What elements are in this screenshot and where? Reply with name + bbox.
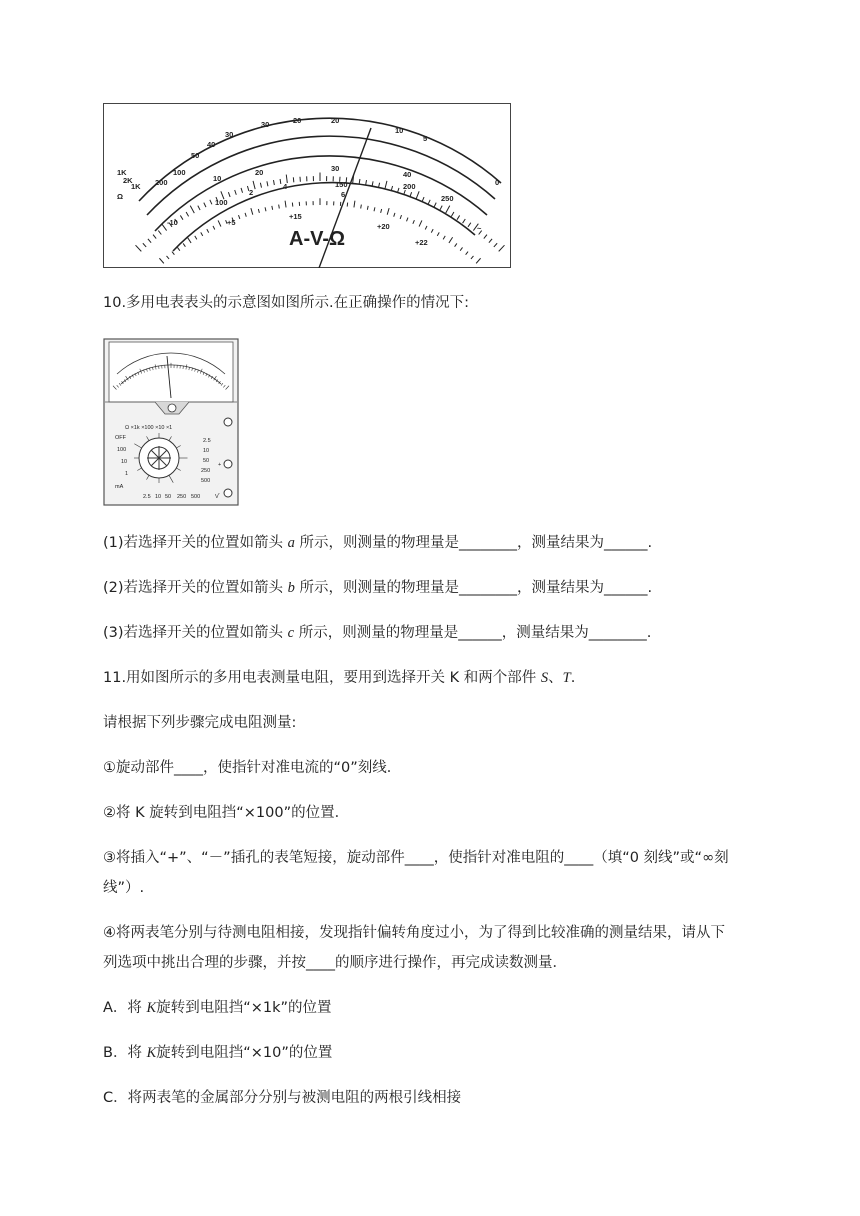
meter-dial-drawing bbox=[103, 103, 511, 268]
q11-step4-line2: 列选项中挑出合理的步骤，并按____的顺序进行操作，再完成读数测量． bbox=[103, 955, 567, 971]
ohm-tick-label: 30 bbox=[225, 130, 234, 139]
switch-label: 100 bbox=[117, 447, 127, 453]
q11-step2: ②将 K 旋转到电阻挡“×100”的位置． bbox=[103, 805, 350, 821]
scale-tick bbox=[361, 205, 362, 209]
ac-tick-label: 4 bbox=[283, 182, 288, 191]
switch-label: 1 bbox=[125, 471, 129, 477]
arrow-c-var: c bbox=[287, 625, 295, 641]
mid-tick-label: 20 bbox=[255, 168, 264, 177]
side-mark: Ω bbox=[117, 192, 124, 201]
zero-adjust-screw[interactable] bbox=[168, 404, 176, 412]
switch-label: V bbox=[215, 494, 219, 500]
switch-label: 2.5 bbox=[143, 494, 151, 500]
dial-label: A-V-Ω bbox=[289, 228, 346, 250]
mid-tick-label: 40 bbox=[403, 170, 412, 179]
q11-prompt: 请根据下列步骤完成电阻测量: bbox=[103, 715, 297, 731]
side-mark: ~ bbox=[477, 224, 482, 233]
scale-tick bbox=[279, 205, 280, 209]
ohm-tick-label: 10 bbox=[395, 126, 404, 135]
switch-label: 250 bbox=[201, 468, 211, 474]
dc-tick-label: 250 bbox=[441, 194, 454, 203]
ohm-tick-label: 40 bbox=[207, 140, 216, 149]
switch-k-var: K bbox=[146, 1000, 157, 1016]
ohm-tick-label: 100 bbox=[173, 168, 186, 177]
q10-intro: 10.多用电表表头的示意图如图所示.在正确操作的情况下: bbox=[103, 295, 470, 311]
ac-tick-label: 2 bbox=[249, 188, 254, 197]
db-tick-label: +15 bbox=[289, 212, 302, 221]
ohm-tick-label: 0 bbox=[495, 178, 500, 187]
q11-intro: 11.用如图所示的多用电表测量电阻，要用到选择开关 K 和两个部件 S、T. bbox=[103, 670, 576, 686]
q11-step3-line1: ③将插入“+”、“－”插孔的表笔短接，旋动部件____，使指针对准电阻的____（填“0 刻线”或“∞刻 bbox=[103, 850, 729, 866]
ohm-tick-label: 5 bbox=[423, 134, 428, 143]
ohm-tick-label: 20 bbox=[293, 116, 302, 125]
q11-step3-line2: 线”）. bbox=[103, 880, 145, 896]
ohm-tick-label: 50 bbox=[191, 151, 200, 160]
q10-part2: (2)若选择开关的位置如箭头 b 所示，则测量的物理量是________，测量结果为______. bbox=[103, 580, 653, 596]
dc-tick-label: 150 bbox=[335, 180, 348, 189]
arrow-a-var: a bbox=[287, 535, 295, 551]
mid-tick-label: 10 bbox=[213, 174, 222, 183]
switch-label: 10 bbox=[155, 494, 162, 500]
q10-part1: (1)若选择开关的位置如箭头 a 所示，则测量的物理量是________，测量结果为______. bbox=[103, 535, 653, 551]
multimeter-panel-drawing bbox=[103, 338, 239, 506]
switch-label: 2.5 bbox=[203, 438, 211, 444]
q11-step4-line1: ④将两表笔分别与待测电阻相接，发现指针偏转角度过小，为了得到比较准确的测量结果，请从下 bbox=[103, 925, 725, 941]
db-tick-label: +5 bbox=[227, 218, 236, 227]
q11-option-c: C．将两表笔的金属部分分别与被测电阻的两根引线相接 bbox=[103, 1090, 462, 1106]
switch-label: 50 bbox=[203, 458, 210, 464]
side-mark: 2K bbox=[123, 176, 133, 185]
multimeter-panel-figure bbox=[103, 338, 239, 506]
part-s: S bbox=[540, 670, 549, 686]
ohm-tick-label: 30 bbox=[261, 120, 270, 129]
jack-plus[interactable] bbox=[224, 460, 232, 468]
switch-label: 10 bbox=[203, 448, 210, 454]
arrow-b-var: b bbox=[287, 580, 295, 596]
switch-k-var: K bbox=[146, 1045, 157, 1061]
plus-sign: + bbox=[218, 462, 222, 468]
switch-label: OFF bbox=[115, 435, 126, 441]
q11-option-a: A．将 K旋转到电阻挡“×1k”的位置 bbox=[103, 1000, 332, 1016]
ohm-tick-label: 200 bbox=[155, 178, 168, 187]
ohm-tick-label: 20 bbox=[331, 116, 340, 125]
switch-label: 500 bbox=[201, 478, 211, 484]
jack-minus[interactable] bbox=[224, 489, 232, 497]
side-mark: 1K bbox=[117, 168, 127, 177]
switch-label: 50 bbox=[165, 494, 172, 500]
part-t: T bbox=[562, 670, 571, 686]
db-tick-label: +22 bbox=[415, 238, 428, 247]
db-tick-label: -10 bbox=[167, 218, 178, 227]
ac-tick-label: 6 bbox=[341, 190, 346, 199]
dc-tick-label: 200 bbox=[403, 182, 416, 191]
switch-label: mA bbox=[115, 484, 124, 490]
q11-option-b: B．将 K旋转到电阻挡“×10”的位置 bbox=[103, 1045, 333, 1061]
q10-part3: (3)若选择开关的位置如箭头 c 所示，则测量的物理量是______，测量结果为________. bbox=[103, 625, 652, 641]
q11-step1: ①旋动部件____，使指针对准电流的“0”刻线． bbox=[103, 760, 402, 776]
switch-label: 250 bbox=[177, 494, 187, 500]
switch-label: 500 bbox=[191, 494, 201, 500]
db-tick-label: +20 bbox=[377, 222, 390, 231]
ohm-tick-label: 1K bbox=[131, 182, 141, 191]
meter-dial-figure bbox=[103, 103, 511, 268]
dc-tick-label: 100 bbox=[215, 198, 228, 207]
minus-sign: - bbox=[218, 491, 220, 497]
mid-tick-label: 30 bbox=[331, 164, 340, 173]
switch-label: 10 bbox=[121, 459, 128, 465]
ohm-adjust-knob[interactable] bbox=[224, 418, 232, 426]
switch-top-label: Ω ×1k ×100 ×10 ×1 bbox=[125, 425, 173, 431]
